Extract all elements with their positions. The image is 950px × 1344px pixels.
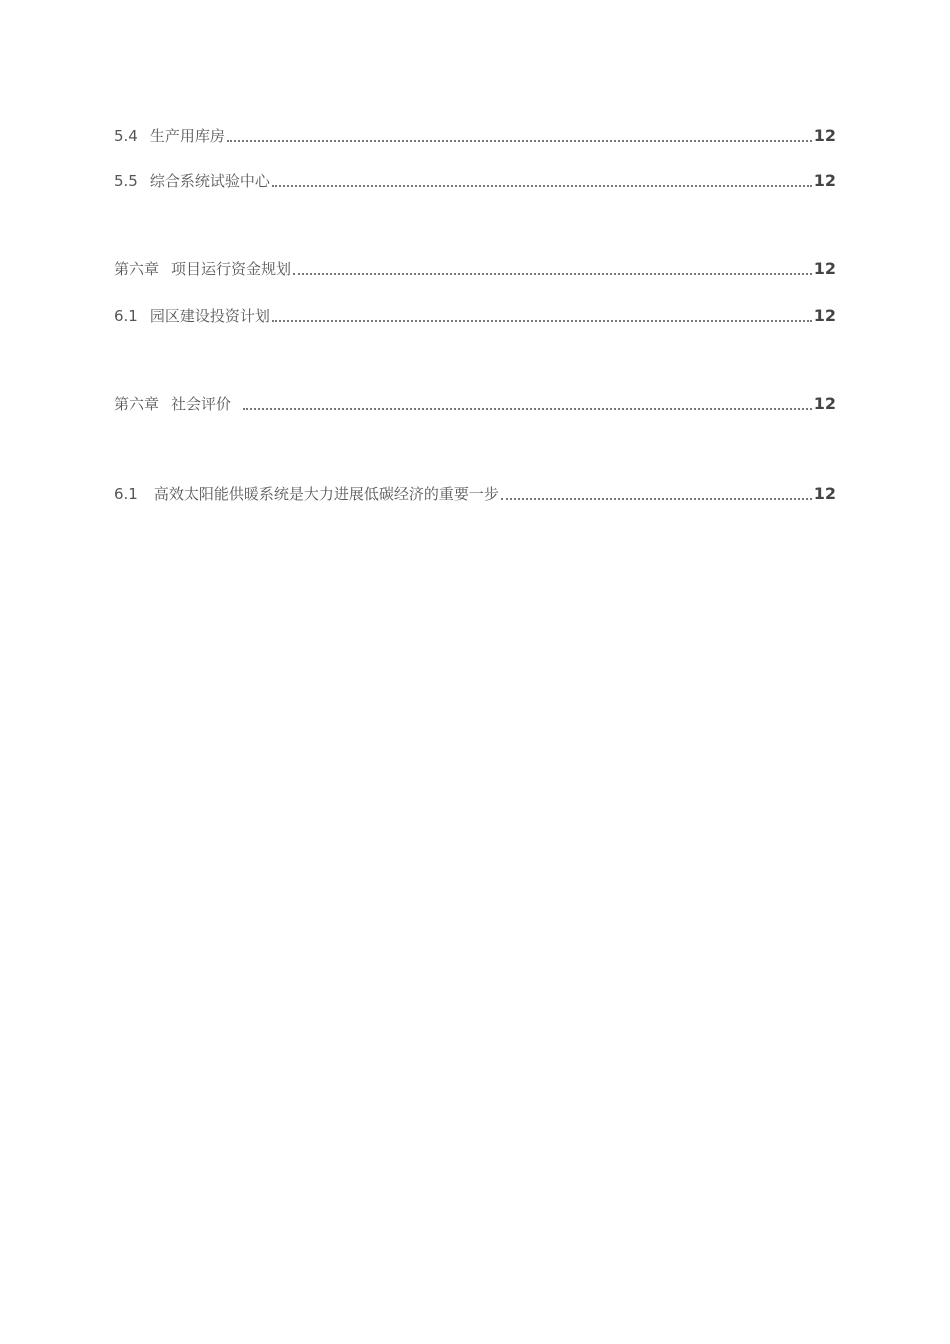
toc-entry-number: 第六章 [114, 395, 160, 413]
toc-entry[interactable] [114, 124, 836, 148]
toc-entry-title: 生产用库房 [149, 127, 225, 145]
toc-entry-number: 第六章 [114, 260, 160, 278]
toc-entry-title: 项目运行资金规划 [171, 260, 292, 278]
toc-entry-page: 12 [813, 394, 836, 413]
toc-entry[interactable] [114, 169, 836, 193]
toc-entry[interactable] [114, 482, 836, 506]
toc-entry-title: 高效太阳能供暖系统是大力进展低碳经济的重要一步 [153, 485, 499, 503]
dot-leader [501, 482, 812, 506]
toc-entry-number: 5.5 [114, 172, 138, 190]
toc-entry-number: 6.1 [114, 485, 138, 503]
toc-entry-page: 12 [813, 126, 836, 145]
toc-entry-number: 6.1 [114, 307, 138, 325]
toc-entry[interactable] [114, 257, 836, 281]
toc-entry-page: 12 [813, 306, 836, 325]
toc-entry-page: 12 [813, 484, 836, 503]
toc-entry-number: 5.4 [114, 127, 138, 145]
toc-entry-title: 综合系统试验中心 [149, 172, 270, 190]
dot-leader [243, 392, 812, 416]
toc-entry-title: 园区建设投资计划 [149, 307, 270, 325]
dot-leader [272, 304, 812, 328]
dot-leader [293, 257, 812, 281]
toc-entry-page: 12 [813, 171, 836, 190]
dot-leader [227, 124, 812, 148]
toc-entry[interactable] [114, 304, 836, 328]
toc-entry-title: 社会评价 [171, 395, 232, 413]
toc-entry-page: 12 [813, 259, 836, 278]
toc-entry[interactable] [114, 392, 836, 416]
dot-leader [272, 169, 812, 193]
